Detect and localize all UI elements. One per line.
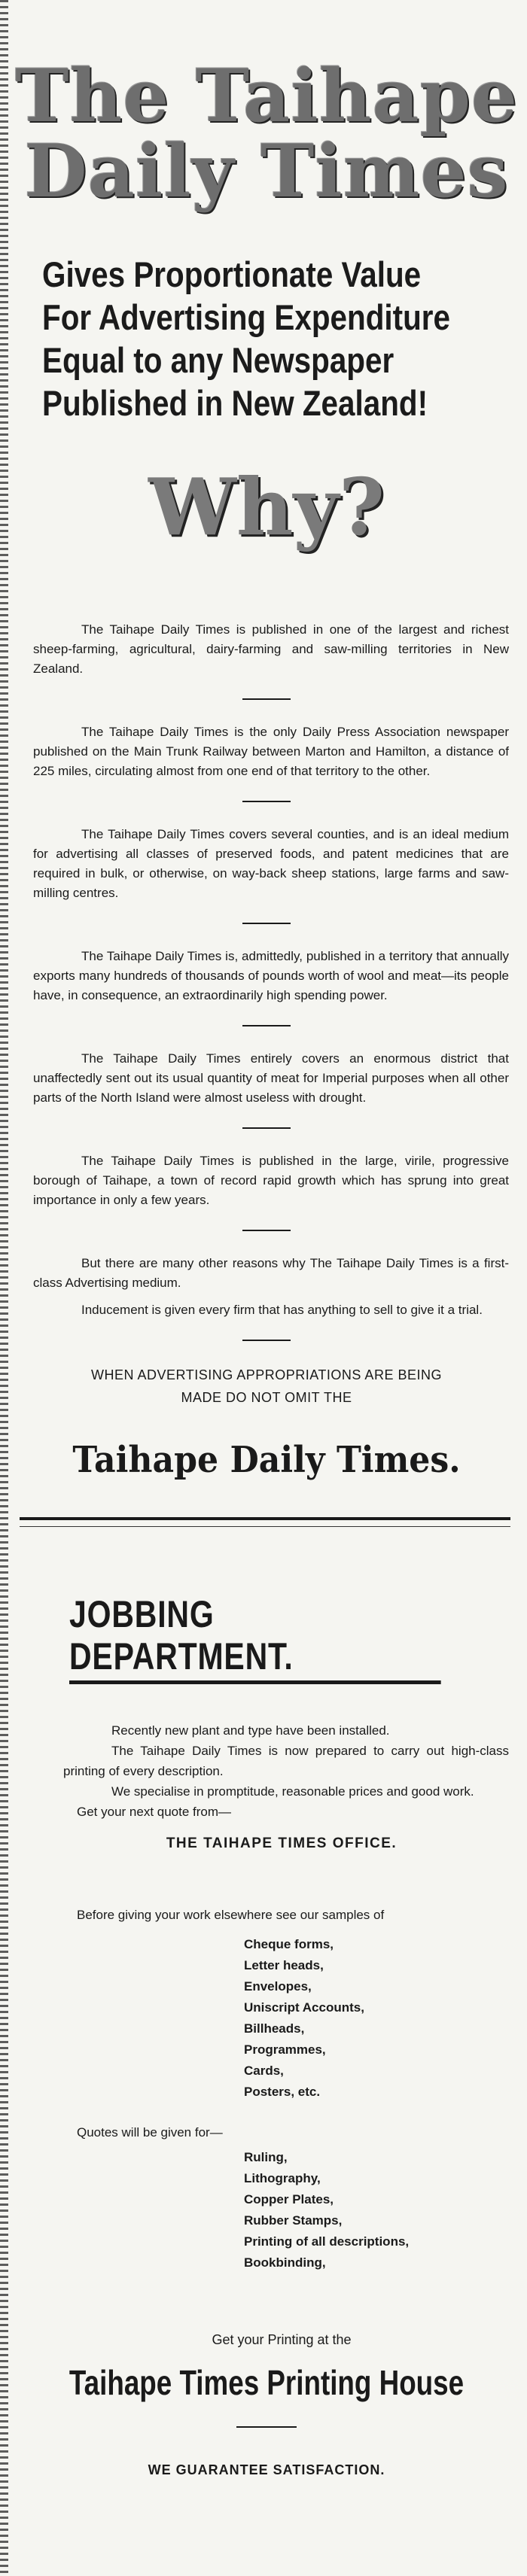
samples-intro: Before giving your work elsewhere see our samples of bbox=[77, 1908, 385, 1922]
list-item: Uniscript Accounts, bbox=[244, 2000, 364, 2015]
jobbing-paragraph: The Taihape Daily Times is now prepared to carry out high-class printing of every description. bbox=[63, 1744, 509, 1778]
office-name: THE TAIHAPE TIMES OFFICE. bbox=[166, 1835, 398, 1851]
quotes-intro: Quotes will be given for— bbox=[77, 2125, 223, 2140]
reason-paragraph: The Taihape Daily Times entirely covers an enormous district that unaffectedly sent out its usual quantity of meat for Imperial purposes when all other parts of the North Island were almost useless with drought. bbox=[33, 1051, 509, 1105]
appeal-line-1: WHEN ADVERTISING APPROPRIATIONS ARE BEING bbox=[91, 1367, 442, 1382]
tagline-line-1: Gives Proportionate Value bbox=[42, 254, 422, 294]
closing-paragraph: But there are many other reasons why The Taihape Daily Times is a first-class Advertising medium. bbox=[33, 1256, 509, 1290]
separator bbox=[242, 1230, 291, 1231]
list-item: Ruling, bbox=[244, 2150, 288, 2164]
samples-list bbox=[11, 1934, 522, 2103]
tagline-line-2: For Advertising Expenditure bbox=[42, 297, 451, 337]
list-item: Printing of all descriptions, bbox=[244, 2234, 410, 2249]
guarantee-line: WE GUARANTEE SATISFACTION. bbox=[148, 2462, 385, 2477]
list-item: Envelopes, bbox=[244, 1979, 312, 1994]
list-item: Cheque forms, bbox=[244, 1937, 334, 1951]
decorative-left-border bbox=[0, 0, 8, 2576]
masthead-line-2: Daily Times bbox=[24, 129, 509, 214]
reason-paragraph: The Taihape Daily Times is, admittedly, published in a territory that annually exports many hundreds of thousands of pounds worth of wool and meat—its people have, in consequence, an extraordinarily high spending power. bbox=[33, 949, 509, 1002]
list-item: Copper Plates, bbox=[244, 2192, 334, 2206]
reason-paragraph: The Taihape Daily Times is published in the large, virile, progressive borough of Taihape, a town of record rapid growth which has sprung into great importance in only a few years. bbox=[33, 1154, 509, 1207]
separator bbox=[242, 801, 291, 802]
appeal-line-2: MADE DO NOT OMIT THE bbox=[181, 1390, 352, 1405]
jobbing-paragraph: We specialise in promptitude, reasonable prices and good work. bbox=[111, 1784, 474, 1799]
separator bbox=[242, 1025, 291, 1026]
reason-paragraph: The Taihape Daily Times covers several counties, and is an ideal medium for advertising all classes of preserved foods, and patent medicines that are required in bulk, or otherwise, on way-back sheep stations, large farms and saw-milling centres. bbox=[33, 827, 509, 900]
reason-paragraph: The Taihape Daily Times is the only Daily Press Association newspaper published on the Main Trunk Railway between Marton and Hamilton, a distance of 225 miles, circulating almost from one end of that territory to the other. bbox=[33, 725, 509, 778]
printing-house-name: Taihape Times Printing House bbox=[69, 2363, 465, 2402]
list-item: Letter heads, bbox=[244, 1958, 324, 1972]
separator bbox=[242, 1340, 291, 1341]
list-item: Lithography, bbox=[244, 2171, 321, 2185]
tagline-line-3: Equal to any Newspaper bbox=[42, 340, 394, 380]
reason-paragraph: The Taihape Daily Times is published in one of the largest and richest sheep-farming, agricultural, dairy-farming and saw-milling territories in New Zealand. bbox=[33, 622, 509, 676]
tagline bbox=[42, 253, 508, 424]
section-divider bbox=[20, 1517, 510, 1520]
list-item: Rubber Stamps, bbox=[244, 2213, 343, 2228]
separator bbox=[242, 923, 291, 924]
jobbing-paragraph: Recently new plant and type have been installed. bbox=[111, 1723, 390, 1738]
tagline-line-4: Published in New Zealand! bbox=[42, 383, 428, 423]
list-item: Cards, bbox=[244, 2064, 284, 2078]
quotes-list bbox=[11, 2147, 522, 2273]
quote-from-line: Get your next quote from— bbox=[77, 1805, 232, 1819]
jobbing-department-heading: JOBBING DEPARTMENT. bbox=[69, 1593, 441, 1684]
advertisement-page bbox=[11, 0, 522, 2478]
list-item: Bookbinding, bbox=[244, 2255, 326, 2270]
reasons-list bbox=[11, 620, 522, 1341]
separator bbox=[242, 698, 291, 700]
why-heading: Why? bbox=[148, 461, 385, 553]
separator bbox=[242, 1127, 291, 1129]
closing-paragraph: Inducement is given every firm that has anything to sell to give it a trial. bbox=[81, 1303, 483, 1317]
separator bbox=[236, 2426, 297, 2428]
list-item: Billheads, bbox=[244, 2021, 305, 2036]
masthead-line-1: The Taihape bbox=[15, 53, 518, 138]
list-item: Posters, etc. bbox=[244, 2085, 321, 2099]
section-divider-thin bbox=[20, 1526, 510, 1527]
list-item: Programmes, bbox=[244, 2042, 326, 2057]
paper-name: Taihape Daily Times. bbox=[72, 1439, 461, 1481]
get-printing-line: Get your Printing at the bbox=[212, 2332, 352, 2347]
